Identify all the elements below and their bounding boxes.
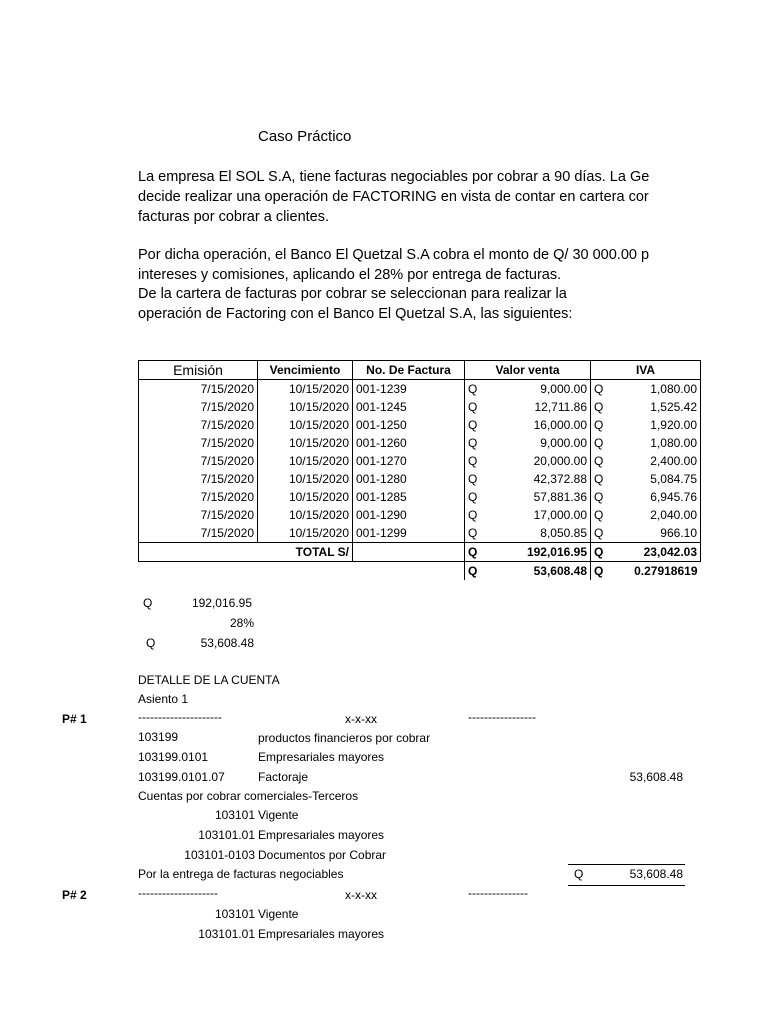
selection-paragraph-line1: De la cartera de facturas por cobrar se seleccionan para realizar la	[138, 286, 567, 302]
currency-symbol: Q	[574, 867, 584, 881]
partida-2-separator: x-x-xx	[345, 888, 377, 902]
header-iva: IVA	[591, 361, 701, 380]
currency-symbol: Q	[465, 506, 486, 524]
valor-cell: 20,000.00	[485, 452, 591, 470]
table-row	[139, 488, 701, 506]
concept-label: Por la entrega de facturas negociables	[138, 867, 344, 881]
table-row	[139, 506, 701, 524]
factura-cell: 001-1270	[353, 452, 465, 470]
currency-symbol: Q	[591, 562, 612, 581]
account-description: Vigente	[258, 907, 299, 921]
partida-1-dash-right: -----------------	[468, 710, 536, 724]
credit-amount: 53,608.48	[629, 867, 683, 881]
detalle-heading: DETALLE DE LA CUENTA	[138, 673, 280, 687]
header-vencimiento: Vencimiento	[258, 361, 353, 380]
factura-cell: 001-1299	[353, 524, 465, 543]
account-code: 103101.01	[198, 927, 255, 941]
table-row	[139, 524, 701, 543]
currency-symbol: Q	[465, 470, 486, 488]
factura-cell: 001-1250	[353, 416, 465, 434]
extra-valor: 53,608.48	[533, 564, 587, 578]
total-row	[139, 543, 701, 562]
currency-symbol: Q	[465, 524, 486, 543]
factura-cell: 001-1285	[353, 488, 465, 506]
total-iva: 23,042.03	[611, 543, 701, 562]
factura-cell: 001-1245	[353, 398, 465, 416]
selection-paragraph-line2: operación de Factoring con el Banco El Quetzal S.A, las siguientes:	[138, 306, 573, 322]
emision-cell: 7/15/2020	[139, 524, 258, 543]
currency-symbol: Q	[465, 543, 486, 562]
header-factura: No. De Factura	[353, 361, 465, 380]
partida-2-dash-left: --------------------	[138, 886, 218, 900]
account-description: Vigente	[258, 808, 299, 822]
partida-1-separator: x-x-xx	[345, 712, 377, 726]
emision-cell: 7/15/2020	[139, 380, 258, 399]
currency-symbol: Q	[591, 380, 612, 399]
account-code: 103101.01	[198, 828, 255, 842]
account-description: Documentos por Cobrar	[258, 848, 387, 862]
emision-cell: 7/15/2020	[139, 470, 258, 488]
currency-symbol: Q	[591, 488, 612, 506]
account-code: 103199.0101	[138, 750, 209, 764]
vencimiento-cell: 10/15/2020	[258, 524, 353, 543]
partida-1-label: P# 1	[62, 712, 87, 726]
currency-symbol: Q	[465, 380, 486, 399]
vencimiento-cell: 10/15/2020	[258, 488, 353, 506]
factura-cell: 001-1280	[353, 470, 465, 488]
table-row	[139, 398, 701, 416]
vencimiento-cell: 10/15/2020	[258, 398, 353, 416]
calc-value-1: 192,016.95	[191, 596, 252, 610]
iva-cell: 2,400.00	[611, 452, 701, 470]
valor-cell: 9,000.00	[485, 434, 591, 452]
emision-cell: 7/15/2020	[139, 434, 258, 452]
iva-cell: 1,080.00	[611, 380, 701, 399]
valor-cell: 8,050.85	[485, 524, 591, 543]
emision-cell: 7/15/2020	[139, 416, 258, 434]
header-valor-venta: Valor venta	[465, 361, 591, 380]
bank-paragraph: Por dicha operación, el Banco El Quetzal S.A cobra el monto de Q/ 30 000.00 p intereses y comisiones, aplicando el 28% por entrega de facturas.	[138, 247, 650, 283]
iva-cell: 6,945.76	[611, 488, 701, 506]
vencimiento-cell: 10/15/2020	[258, 434, 353, 452]
currency-symbol: Q	[465, 434, 486, 452]
currency-symbol: Q	[465, 398, 486, 416]
emision-cell: 7/15/2020	[139, 488, 258, 506]
header-emision: Emisión	[139, 361, 258, 380]
invoice-table	[138, 360, 701, 580]
page-title: Caso Práctico	[258, 128, 352, 145]
valor-cell: 57,881.36	[485, 488, 591, 506]
calc-value-3: 53,608.48	[200, 636, 254, 650]
factura-cell: 001-1290	[353, 506, 465, 524]
account-description: productos financieros por cobrar	[258, 731, 431, 745]
currency-symbol: Q	[465, 488, 486, 506]
extra-row	[139, 562, 701, 581]
currency-symbol: Q	[465, 562, 486, 581]
currency-symbol: Q	[465, 416, 486, 434]
account-description: Factoraje	[258, 770, 309, 784]
partida-2-dash-right: ---------------	[468, 886, 528, 900]
emision-cell: 7/15/2020	[139, 398, 258, 416]
calc-currency-3: Q	[146, 636, 156, 650]
extra-iva: 0.27918619	[634, 564, 698, 578]
iva-cell: 1,525.42	[611, 398, 701, 416]
emision-cell: 7/15/2020	[139, 452, 258, 470]
partida-2-label: P# 2	[62, 888, 87, 902]
currency-symbol: Q	[591, 506, 612, 524]
account-description: Empresariales mayores	[258, 927, 385, 941]
total-label: TOTAL S/	[139, 543, 353, 562]
iva-cell: 966.10	[611, 524, 701, 543]
table-row	[139, 452, 701, 470]
account-code: 103101	[214, 808, 255, 822]
vencimiento-cell: 10/15/2020	[258, 470, 353, 488]
valor-cell: 12,711.86	[485, 398, 591, 416]
cuentas-label: Cuentas por cobrar comerciales-Terceros	[138, 789, 359, 803]
vencimiento-cell: 10/15/2020	[258, 416, 353, 434]
valor-cell: 16,000.00	[485, 416, 591, 434]
account-code: 103101-0103	[184, 848, 255, 862]
currency-symbol: Q	[591, 434, 612, 452]
calc-currency-1: Q	[143, 596, 153, 610]
vencimiento-cell: 10/15/2020	[258, 506, 353, 524]
currency-symbol: Q	[591, 416, 612, 434]
calc-percent: 28%	[229, 616, 254, 630]
currency-symbol: Q	[591, 452, 612, 470]
iva-cell: 5,084.75	[611, 470, 701, 488]
total-valor: 192,016.95	[485, 543, 591, 562]
factura-cell: 001-1239	[353, 380, 465, 399]
valor-cell: 42,372.88	[485, 470, 591, 488]
partida-1-dash-left: ---------------------	[138, 710, 222, 724]
currency-symbol: Q	[591, 524, 612, 543]
iva-cell: 2,040.00	[611, 506, 701, 524]
sum-line-top	[568, 864, 685, 865]
sum-line-bottom	[568, 885, 685, 886]
table-header-row	[139, 361, 701, 380]
account-description: Empresariales mayores	[258, 828, 385, 842]
iva-cell: 1,920.00	[611, 416, 701, 434]
vencimiento-cell: 10/15/2020	[258, 452, 353, 470]
valor-cell: 9,000.00	[485, 380, 591, 399]
currency-symbol: Q	[591, 470, 612, 488]
currency-symbol: Q	[591, 398, 612, 416]
table-row	[139, 434, 701, 452]
emision-cell: 7/15/2020	[139, 506, 258, 524]
table-row	[139, 470, 701, 488]
table-row	[139, 380, 701, 399]
table-row	[139, 416, 701, 434]
asiento-label: Asiento 1	[138, 692, 189, 706]
account-code: 103199	[138, 730, 179, 744]
debit-amount: 53,608.48	[629, 770, 683, 784]
iva-cell: 1,080.00	[611, 434, 701, 452]
account-code: 103199.0101.07	[138, 770, 225, 784]
factura-cell: 001-1260	[353, 434, 465, 452]
currency-symbol: Q	[465, 452, 486, 470]
account-code: 103101	[214, 907, 255, 921]
intro-paragraph: La empresa El SOL S.A, tiene facturas negociables por cobrar a 90 días. La Ge decide realizar una operación de FACTORING en vista de contar en cartera cor facturas por cobrar a clientes.	[138, 169, 650, 225]
valor-cell: 17,000.00	[485, 506, 591, 524]
vencimiento-cell: 10/15/2020	[258, 380, 353, 399]
currency-symbol: Q	[591, 543, 612, 562]
account-description: Empresariales mayores	[258, 750, 385, 764]
